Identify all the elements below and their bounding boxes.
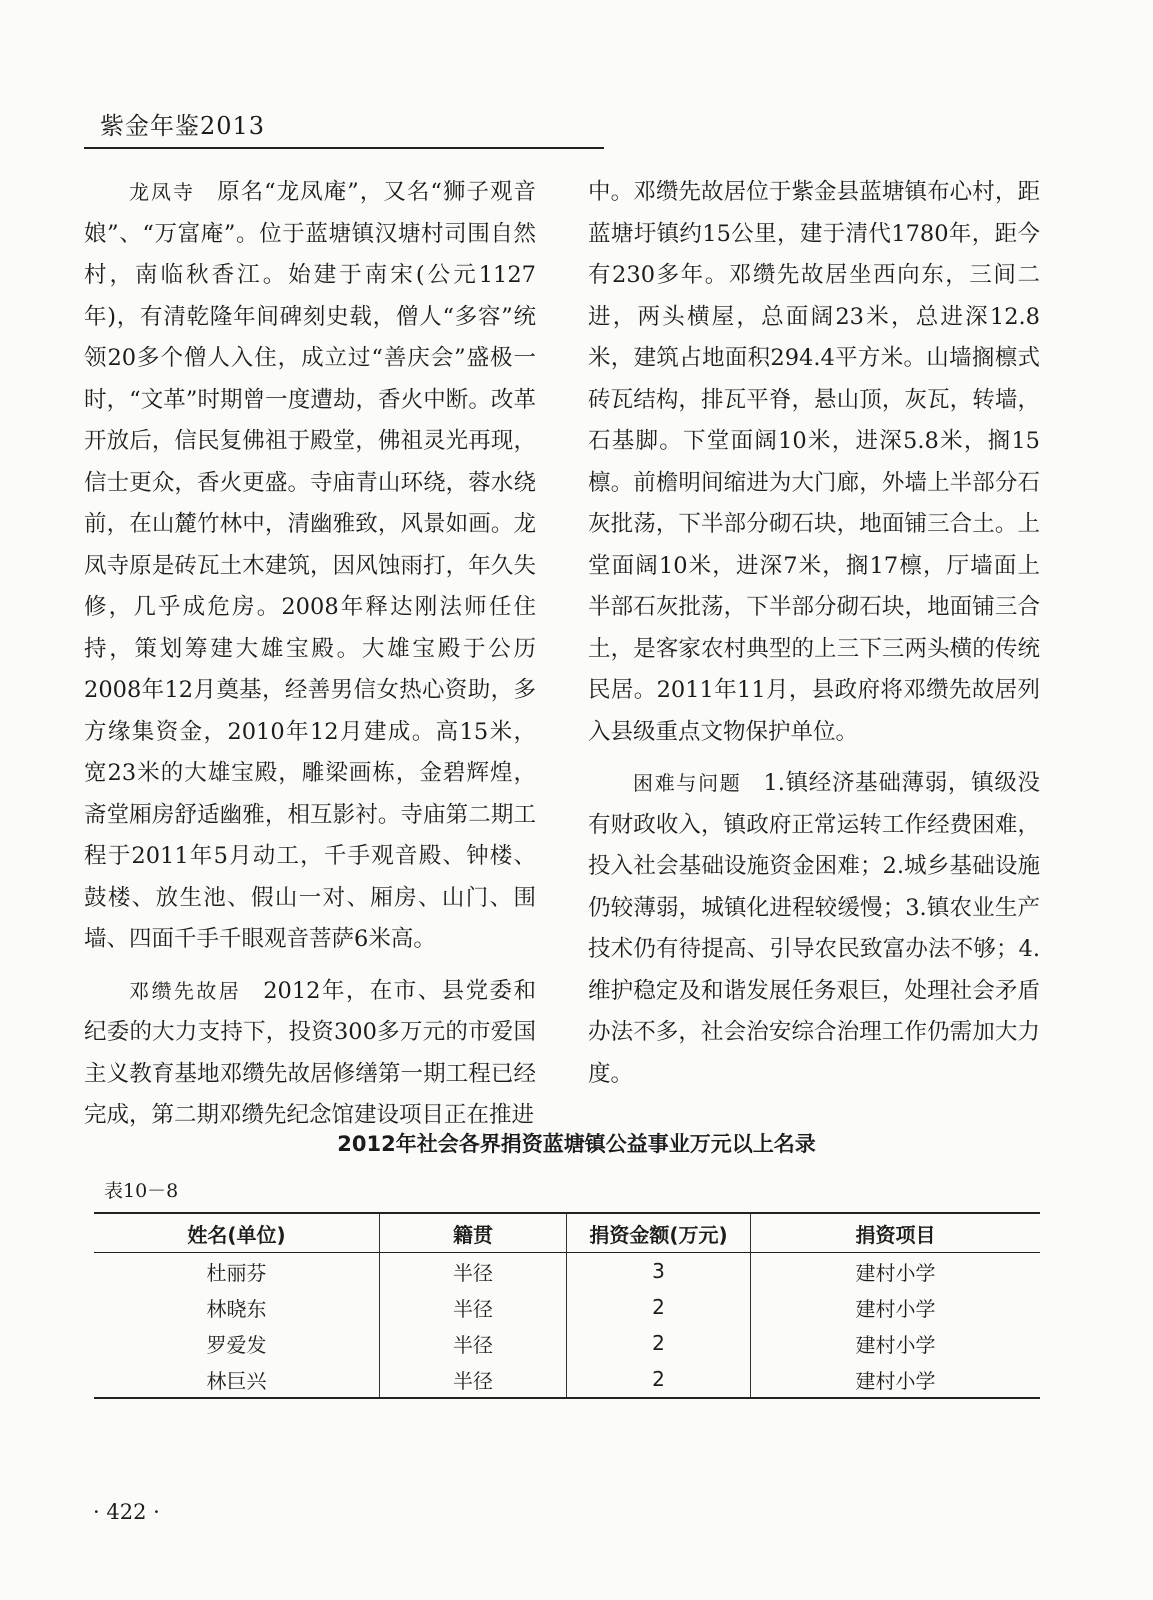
cell-amount: 2 (567, 1325, 751, 1361)
cell-origin: 半径 (380, 1361, 567, 1398)
table-title: 2012年社会各界捐资蓝塘镇公益事业万元以上名录 (337, 1132, 816, 1156)
cell-project: 建村小学 (751, 1325, 1041, 1361)
text-dengzuan-right: 中。邓缵先故居位于紫金县蓝塘镇布心村，距蓝塘圩镇约15公里，建于清代1780年，距今有230多年。邓缵先故居坐西向东，三间二进，两头横屋，总面阔23米，总进深12.8米，建筑占地面积294.4平方米。山墙搁檩式砖瓦结构，排瓦平脊，悬山顶，灰瓦，转墙，石基脚。下堂面阔10米，进深5.8米，搁15檩。前檐明间缩进为大门廊，外墙上半部分石灰批荡，下半部分砌石块，地面铺三合土。上堂面阔10米，进深7米，搁17檩，厅墙面上半部石灰批荡，下半部分砌石块，地面铺三合土，是客家农村典型的上三下三两头横的传统民居。2011年11月，县政府将邓缵先故居列入县级重点文物保护单位。 (588, 179, 1040, 745)
table-row (94, 1361, 1040, 1398)
table-row (94, 1253, 1040, 1290)
table-number: 表10－8 (104, 1180, 179, 1202)
page-number: · 422 · (93, 1500, 160, 1524)
cell-project: 建村小学 (751, 1361, 1041, 1398)
cell-project: 建村小学 (751, 1253, 1041, 1290)
header-origin: 籍贯 (380, 1213, 567, 1253)
header-name: 姓名(单位) (187, 1222, 286, 1247)
header-amount: 捐资金额(万元) (567, 1213, 751, 1253)
cell-origin: 半径 (380, 1325, 567, 1361)
lead-problems: 困难与问题 (633, 771, 742, 795)
cell-amount: 2 (567, 1361, 751, 1398)
table-row (94, 1325, 1040, 1361)
cell-name: 林巨兴 (206, 1368, 267, 1393)
donor-table (94, 1212, 1040, 1399)
cell-name: 罗爱发 (206, 1332, 267, 1357)
cell-amount: 3 (567, 1253, 751, 1290)
running-title: 紫金年鉴2013 (100, 112, 266, 140)
cell-amount: 2 (567, 1289, 751, 1325)
text-problems: 1.镇经济基础薄弱，镇级没有财政收入，镇政府正常运转工作经费困难，投入社会基础设施资金困难；2.城乡基础设施仍较薄弱，城镇化进程较缓慢；3.镇农业生产技术仍有待提高、引导农民致富办法不够；4.维护稳定及和谐发展任务艰巨，处理社会矛盾办法不多，社会治安综合治理工作仍需加大力度。 (588, 770, 1041, 1087)
header-project: 捐资项目 (751, 1213, 1041, 1253)
paragraph-longfengsi (84, 172, 536, 961)
lead-longfengsi: 龙凤寺 (129, 180, 196, 204)
right-column (588, 172, 1040, 1105)
paragraph-dengzuan (84, 971, 536, 1137)
paragraph-problems (588, 763, 1040, 1095)
cell-origin: 半径 (380, 1289, 567, 1325)
cell-name: 杜丽芬 (206, 1260, 267, 1285)
text-longfengsi: 原名“龙凤庵”，又名“狮子观音娘”、“万富庵”。位于蓝塘镇汉塘村司围自然村，南临秋香江。始建于南宋(公元1127年)，有清乾隆年间碑刻史载，僧人“多容”统领20多个僧人入住，成立过“善庆会”盛极一时，“文革”时期曾一度遭劫，香火中断。改革开放后，信民复佛祖于殿堂，佛祖灵光再现，信士更众，香火更盛。寺庙青山环绕，蓉水绕前，在山麓竹林中，清幽雅致，风景如画。龙凤寺原是砖瓦土木建筑，因风蚀雨打，年久失修，几乎成危房。2008年释达刚法师任住持，策划筹建大雄宝殿。大雄宝殿于公历2008年12月奠基，经善男信女热心资助，多方缘集资金，2010年12月建成。高15米，宽23米的大雄宝殿，雕梁画栋，金碧辉煌，斋堂厢房舒适幽雅，相互影衬。寺庙第二期工程于2011年5月动工，千手观音殿、钟楼、鼓楼、放生池、假山一对、厢房、山门、围墙、四面千手千眼观音菩萨6米高。 (84, 179, 537, 952)
table-row (94, 1289, 1040, 1325)
paragraph-dengzuan-cont (588, 172, 1040, 753)
header-rule (84, 147, 604, 149)
left-column (84, 172, 536, 1147)
cell-project: 建村小学 (751, 1289, 1041, 1325)
table-header-row (94, 1213, 1040, 1253)
cell-origin: 半径 (380, 1253, 567, 1290)
cell-name: 林晓东 (206, 1296, 267, 1321)
text-dengzuan-left: 2012年，在市、县党委和纪委的大力支持下，投资300多万元的市爱国主义教育基地邓缵先故居修缮第一期工程已经完成，第二期邓缵先纪念馆建设项目正在推进 (84, 977, 537, 1128)
lead-dengzuan: 邓缵先故居 (129, 978, 242, 1003)
